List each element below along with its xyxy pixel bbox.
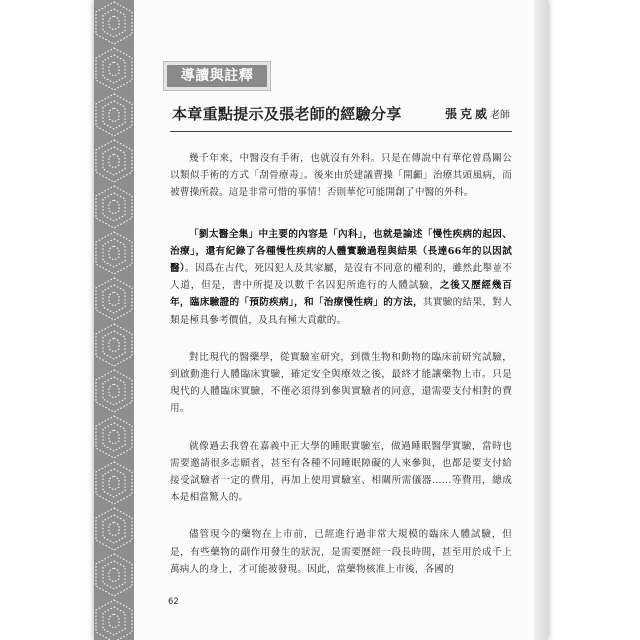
- paragraph-4: 就像過去我曾在嘉義中正大學的睡眠實驗室，做過睡眠醫學實驗，當時也需要邀請很多志願者，甚至有各種不同睡眠障礙的人來參與，也都是要支付給接受試驗者一定的費用，再加上使用實驗室、相關所需儀器……等費用，總成本是相當驚人的。: [170, 440, 512, 504]
- author-credit: [445, 105, 510, 122]
- body-text: [170, 150, 512, 598]
- paragraph-5: 儘管現今的藥物在上市前，已經進行過非常大規模的臨床人體試驗，但是，有些藥物的副作用發生的狀況，是需要歷經一段長時間，甚至用於成千上萬病人的身上，才可能被發現。因此，當藥物核准上市後，各國的: [170, 529, 512, 575]
- page-number: 62: [168, 597, 179, 607]
- chapter-title-row: [172, 103, 512, 129]
- paragraph-3: 對比現代的醫藥學，從實驗室研究，到微生物和動物的臨床前研究試驗，到啟動進行人體臨床實驗，確定安全與療效之後，最終才能讓藥物上市。只是現代的人體臨床實驗，不僅必須得到參與實驗者的同意，還需要支付相對的費用。: [170, 351, 512, 415]
- author-suffix: 老師: [490, 110, 510, 121]
- author-name: 張克威: [444, 107, 490, 121]
- section-label: 導讀與註釋: [180, 68, 254, 84]
- page-gutter-edge: [534, 0, 548, 640]
- title-underline: [170, 131, 512, 132]
- paragraph-2: [170, 226, 512, 329]
- paragraph-2-text-b: 其實驗的結果，對人類是極具參考價值，及具有極大貢獻的。: [170, 297, 512, 326]
- paragraph-2-bold-b: 之後又歷經幾百年，臨床驗證的「預防疾病」，和「治療慢性病」的方法，: [170, 280, 513, 309]
- chapter-title: 本章重點提示及張老師的經驗分享: [172, 105, 402, 123]
- hexagon-pattern: [94, 0, 134, 640]
- paragraph-2-text-a: 。因爲在古代，死囚犯人及其家屬，是沒有不同意的權利的，雖然此舉並不人道，但是，書中所提及以數千名囚犯所進行的人體試驗，: [170, 263, 512, 292]
- paragraph-2-bold-a: 「劉太醫全集」中主要的內容是「內科」，也就是論述「慢性疾病的起因、治療」，還有紀錄了各種慢性疾病的人體實驗過程與結果（長達66年的以因試醫）: [170, 228, 512, 275]
- paragraph-1: 幾千年來，中醫沒有手術，也就沒有外科。只是在傳說中有華佗曾爲關公以類似手術的方式「刮骨療毒」。後來由於建議曹操「開顱」治療其頭風病，而被曹操所殺。這是非常可惜的事情！否則華佗可能開創了中醫的外科。: [170, 153, 512, 199]
- section-label-box: [164, 62, 270, 90]
- decorative-side-band: [94, 0, 134, 640]
